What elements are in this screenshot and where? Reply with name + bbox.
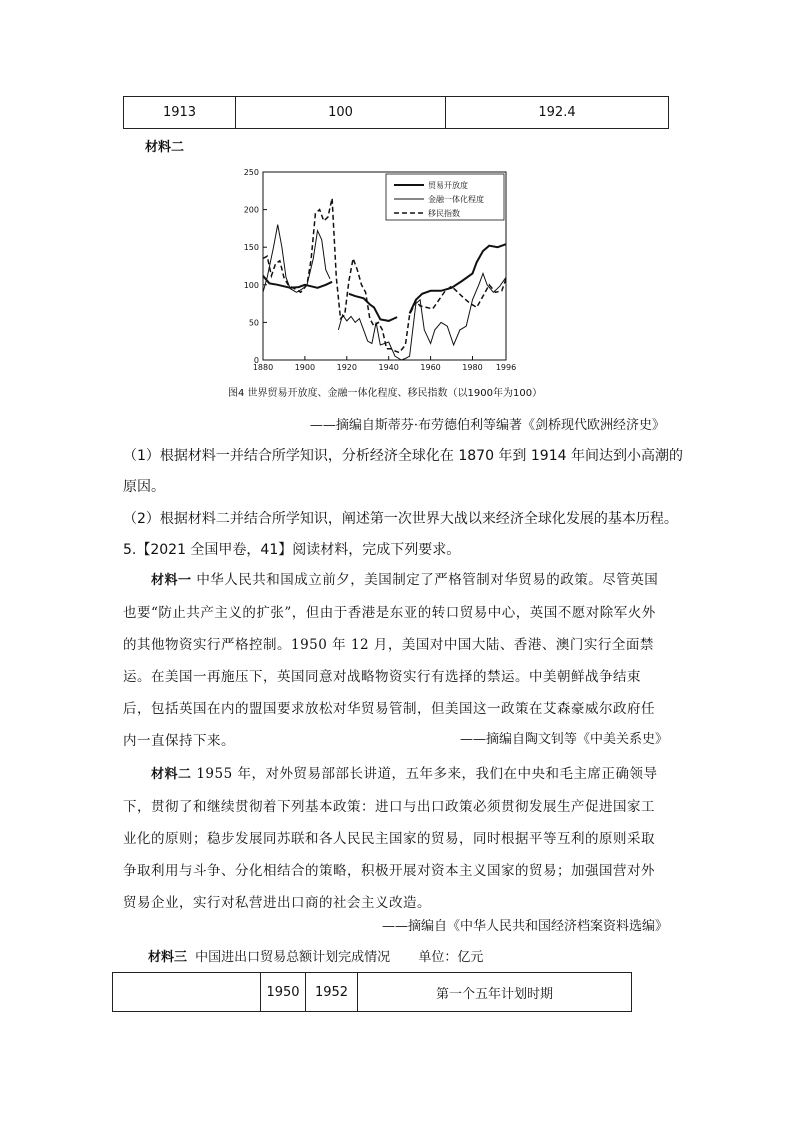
question-2: （2）根据材料二并结合所学知识，阐述第一次世界大战以来经济全球化发展的基本历程。 (123, 511, 678, 527)
material-1-text: 中华人民共和国成立前夕，美国制定了严格管制对华贸易的政策。尽管英国也要“防止共产主义的扩张”，但由于香港是东亚的转口贸易中心，英国不愿对除军火外的其他物资实行严格控制。1950 年 12 月，美国对中国大陆、香港、澳门实行全面禁运。在美国一再施压下，英国同意对战略物资实行有选择的禁运。中美朝鲜战争结束后，包括英国在内的盟国要求放松对华贸易管制，但美国这一政策在艾森豪威尔政府任内一直保持下来。 (123, 572, 659, 749)
x-tick-label: 1980 (462, 363, 483, 370)
material-2-label: 材料二 (151, 767, 192, 782)
material-3-label: 材料三 (148, 950, 188, 965)
table-cell (113, 973, 261, 1012)
question-5: 5.【2021 全国甲卷，41】阅读材料，完成下列要求。 (123, 542, 461, 558)
chart-caption: 图4 世界贸易开放度、金融一体化程度、移民指数（以1900年为100） (228, 388, 543, 399)
y-tick-label: 50 (248, 318, 259, 328)
material-3-heading (148, 946, 483, 965)
y-tick-label: 150 (243, 243, 259, 253)
legend-label: 移民指数 (428, 209, 460, 218)
top-table (123, 96, 669, 129)
x-tick-label: 1880 (252, 363, 274, 370)
y-tick-label: 100 (243, 280, 259, 290)
material-2-citation: ——摘编自《中华人民共和国经济档案资料选编》 (381, 919, 668, 934)
series-line (263, 244, 506, 321)
line-chart (228, 160, 528, 370)
material-2 (123, 758, 668, 919)
x-tick-label: 1920 (336, 363, 357, 370)
table-cell: 192.4 (446, 97, 669, 129)
legend-label: 贸易开放度 (428, 181, 468, 190)
table-cell: 第一个五年计划时期 (358, 973, 632, 1012)
table-cell: 1913 (124, 97, 236, 129)
material-3-unit: 单位：亿元 (418, 950, 484, 965)
y-tick-label: 200 (243, 205, 259, 215)
legend-label: 金融一体化程度 (428, 195, 484, 204)
material2-label: 材料二 (145, 140, 185, 155)
x-tick-label: 1900 (294, 363, 316, 370)
table-cell: 1952 (306, 973, 358, 1012)
material-3-text: 中国进出口贸易总额计划完成情况 (195, 950, 391, 965)
table-cell: 1950 (261, 973, 306, 1012)
x-tick-label: 1940 (378, 363, 399, 370)
x-tick-label: 1996 (495, 363, 517, 370)
y-tick-label: 0 (253, 356, 259, 365)
y-tick-label: 250 (243, 168, 259, 177)
material-1-citation: ——摘编自陶文钊等《中美关系史》 (459, 732, 668, 747)
x-tick-label: 1960 (420, 363, 441, 370)
material-1-label: 材料一 (151, 573, 192, 588)
chart-lines (263, 198, 506, 360)
citation-1: ——摘编自斯蒂芬·布劳德伯利等编著《剑桥现代欧洲经济史》 (309, 418, 665, 433)
table-cell: 100 (236, 97, 446, 129)
question-1: （1）根据材料一并结合所学知识，分析经济全球化在 1870 年到 1914 年间达到小高潮的原因。 (123, 448, 683, 495)
chart-legend (386, 174, 504, 220)
material-2-text: 1955 年，对外贸易部部长讲道，五年多来，我们在中央和毛主席正确领导下，贯彻了和继续贯彻着下列基本政策：进口与出口政策必须贯彻发展生产促进国家工业化的原则；稳步发展同苏联和各人民民主国家的贸易，同时根据平等互利的原则采取争取利用与斗争、分化相结合的策略，积极开展对资本主义国家的贸易；加强国营对外贸易企业，实行对私营进出口商的社会主义改造。 (123, 766, 658, 911)
bottom-table (112, 972, 632, 1012)
